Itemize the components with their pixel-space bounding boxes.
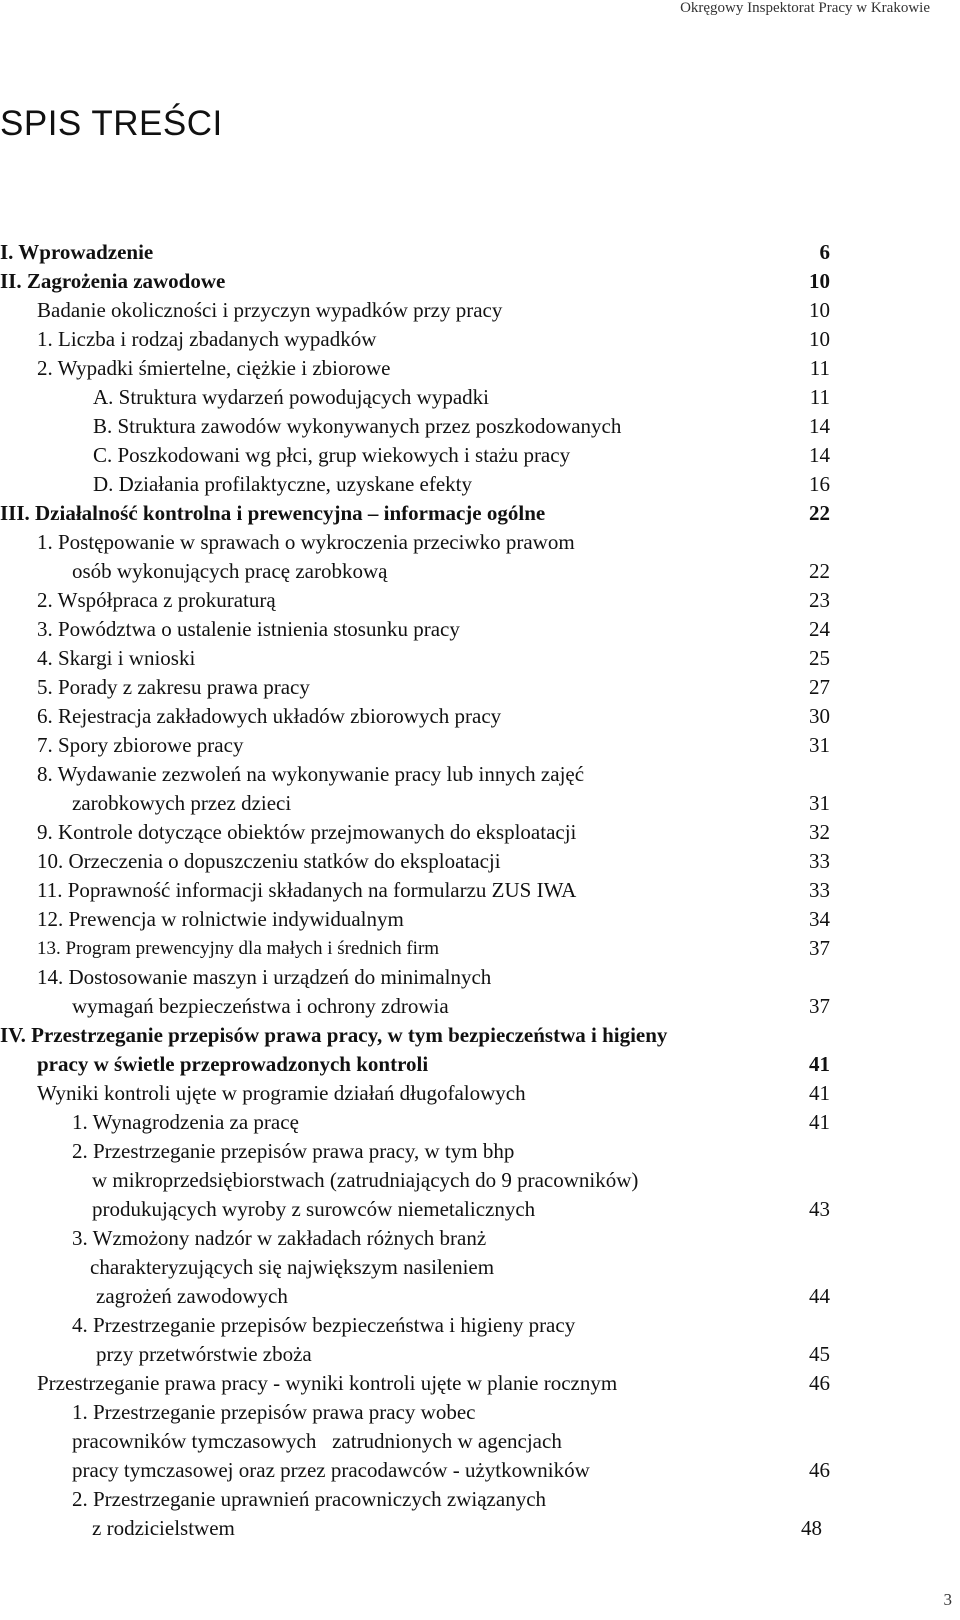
- toc-entry-page: 31: [809, 733, 830, 757]
- toc-entry-page: 41: [809, 1110, 830, 1134]
- toc-entry: [0, 702, 960, 731]
- toc-entry: [0, 1224, 960, 1253]
- toc-entry: [0, 1369, 960, 1398]
- toc-entry: [0, 1485, 960, 1514]
- toc-entry: [0, 905, 960, 934]
- toc-entry: [0, 1253, 960, 1282]
- toc-entry: [0, 325, 960, 354]
- toc-entry-label: I. Wprowadzenie: [0, 240, 154, 264]
- toc-entry: [0, 1050, 960, 1079]
- toc-entry-page: 10: [809, 269, 830, 293]
- toc-entry-page: 16: [809, 472, 830, 496]
- page-title: SPIS TREŚCI: [0, 104, 223, 143]
- toc-entry-label: Wyniki kontroli ujęte w programie działań długofalowych: [37, 1081, 526, 1105]
- toc-entry: [0, 876, 960, 905]
- toc-entry-page: 23: [809, 588, 830, 612]
- toc-entry: [0, 296, 960, 325]
- page-number: 3: [943, 1590, 952, 1609]
- toc-entry-label: 14. Dostosowanie maszyn i urządzeń do minimalnych: [37, 965, 492, 989]
- toc-entry: [0, 1166, 960, 1195]
- toc-entry-label: wymagań bezpieczeństwa i ochrony zdrowia: [72, 994, 449, 1018]
- toc-entry-page: 11: [809, 385, 830, 409]
- toc-entry-page: 37: [809, 936, 830, 960]
- toc-entry-label: zagrożeń zawodowych: [96, 1284, 288, 1308]
- toc-entry: [0, 499, 960, 528]
- toc-entry: [0, 818, 960, 847]
- toc-entry-label: 1. Przestrzeganie przepisów prawa pracy wobec: [72, 1400, 476, 1424]
- toc-entry: [0, 644, 960, 673]
- toc-entry-label: 12. Prewencja w rolnictwie indywidualnym: [37, 907, 404, 931]
- toc-entry-label: 4. Skargi i wnioski: [37, 646, 196, 670]
- toc-entry: [0, 1514, 960, 1543]
- toc-entry: [0, 789, 960, 818]
- toc-entry-label: 6. Rejestracja zakładowych układów zbiorowych pracy: [37, 704, 502, 728]
- toc-entry-label: 2. Współpraca z prokuraturą: [37, 588, 276, 612]
- toc-entry: [0, 1108, 960, 1137]
- toc-entry-page: 24: [809, 617, 830, 641]
- toc-entry-page: 33: [809, 849, 830, 873]
- toc-entry-label: Badanie okoliczności i przyczyn wypadków przy pracy: [37, 298, 503, 322]
- toc-entry: [0, 760, 960, 789]
- toc-entry: [0, 470, 960, 499]
- toc-entry-label: 1. Wynagrodzenia za pracę: [72, 1110, 299, 1134]
- running-header: Okręgowy Inspektorat Pracy w Krakowie: [680, 0, 930, 16]
- toc-entry-page: 27: [809, 675, 830, 699]
- toc-entry-page: 33: [809, 878, 830, 902]
- toc-entry: [0, 1340, 960, 1369]
- toc-entry-label: 3. Wzmożony nadzór w zakładach różnych branż: [72, 1226, 487, 1250]
- toc-entry-label: 2. Przestrzeganie uprawnień pracowniczych związanych: [72, 1487, 547, 1511]
- toc-entry-label: B. Struktura zawodów wykonywanych przez poszkodowanych: [93, 414, 622, 438]
- toc-entry-label: przy przetwórstwie zboża: [96, 1342, 312, 1366]
- toc-entry-page: 31: [809, 791, 830, 815]
- toc-entry: [0, 557, 960, 586]
- toc-entry-label: w mikroprzedsiębiorstwach (zatrudniających do 9 pracowników): [92, 1168, 639, 1192]
- toc-entry-label: 2. Przestrzeganie przepisów prawa pracy, w tym bhp: [72, 1139, 515, 1163]
- toc-entry: [0, 847, 960, 876]
- toc-entry-label: Przestrzeganie prawa pracy - wyniki kontroli ujęte w planie rocznym: [37, 1371, 618, 1395]
- toc-entry-label: 10. Orzeczenia o dopuszczeniu statków do eksploatacji: [37, 849, 501, 873]
- toc-entry-label: osób wykonujących pracę zarobkową: [72, 559, 388, 583]
- toc-entry-label: 2. Wypadki śmiertelne, ciężkie i zbiorowe: [37, 356, 391, 380]
- toc-entry-page: 46: [809, 1371, 830, 1395]
- toc-entry-page: 30: [809, 704, 830, 728]
- toc-entry: [0, 992, 960, 1021]
- toc-entry: [0, 963, 960, 992]
- toc-entry-page: 41: [809, 1081, 830, 1105]
- toc-entry: [0, 1021, 960, 1050]
- toc-entry: [0, 1195, 960, 1224]
- toc-entry-label: C. Poszkodowani wg płci, grup wiekowych i stażu pracy: [93, 443, 571, 467]
- toc-entry: [0, 1427, 960, 1456]
- toc-entry: [0, 673, 960, 702]
- toc-entry-label: III. Działalność kontrolna i prewencyjna – informacje ogólne: [0, 501, 546, 525]
- toc-entry: [0, 383, 960, 412]
- toc-entry-page: 48: [801, 1516, 822, 1540]
- toc-entry-page: 46: [809, 1458, 830, 1482]
- toc-entry-page: 43: [809, 1197, 830, 1221]
- toc-entry: [0, 1456, 960, 1485]
- toc-entry-label: 13. Program prewencyjny dla małych i średnich firm: [37, 938, 440, 959]
- toc-entry: [0, 934, 960, 963]
- toc-entry: [0, 1398, 960, 1427]
- toc-entry: [0, 441, 960, 470]
- toc-entry-label: pracy tymczasowej oraz przez pracodawców - użytkowników: [72, 1458, 590, 1482]
- toc-entry-label: 3. Powództwa o ustalenie istnienia stosunku pracy: [37, 617, 460, 641]
- toc-entry-page: 45: [809, 1342, 830, 1366]
- toc-entry-label: 11. Poprawność informacji składanych na formularzu ZUS IWA: [37, 878, 577, 902]
- toc-entry-page: 10: [809, 327, 830, 351]
- toc-entry-label: z rodzicielstwem: [92, 1516, 235, 1540]
- toc-entry-label: II. Zagrożenia zawodowe: [0, 269, 226, 293]
- toc-entry-label: 5. Porady z zakresu prawa pracy: [37, 675, 310, 699]
- toc-entry-page: 44: [809, 1284, 830, 1308]
- toc-entry: [0, 1311, 960, 1340]
- toc-entry: [0, 731, 960, 760]
- toc-entry: [0, 615, 960, 644]
- toc-entry: [0, 528, 960, 557]
- toc-entry: [0, 1079, 960, 1108]
- toc-entry-label: pracowników tymczasowych zatrudnionych w agencjach: [72, 1429, 562, 1453]
- toc-entry-page: 6: [819, 240, 830, 264]
- toc-entry-label: produkujących wyroby z surowców niemetalicznych: [92, 1197, 536, 1221]
- toc-entry: [0, 1282, 960, 1311]
- toc-entry-label: 4. Przestrzeganie przepisów bezpieczeństwa i higieny pracy: [72, 1313, 576, 1337]
- toc-entry-label: 8. Wydawanie zezwoleń na wykonywanie pracy lub innych zajęć: [37, 762, 585, 786]
- toc-entry-label: 9. Kontrole dotyczące obiektów przejmowanych do eksploatacji: [37, 820, 577, 844]
- toc-entry-page: 25: [809, 646, 830, 670]
- toc-entry-label: IV. Przestrzeganie przepisów prawa pracy, w tym bezpieczeństwa i higieny: [0, 1023, 668, 1047]
- toc-entry: [0, 412, 960, 441]
- toc-entry-page: 22: [809, 559, 830, 583]
- toc-entry-label: 1. Postępowanie w sprawach o wykroczenia przeciwko prawom: [37, 530, 575, 554]
- toc-entry-page: 10: [809, 298, 830, 322]
- toc-entry: [0, 354, 960, 383]
- toc-entry: [0, 586, 960, 615]
- toc-entry-page: 22: [809, 501, 830, 525]
- toc-entry-page: 41: [809, 1052, 830, 1076]
- toc-entry-label: 1. Liczba i rodzaj zbadanych wypadków: [37, 327, 377, 351]
- toc-entry-label: zarobkowych przez dzieci: [72, 791, 292, 815]
- toc-entry-label: D. Działania profilaktyczne, uzyskane efekty: [93, 472, 472, 496]
- toc-entry-page: 14: [809, 443, 830, 467]
- table-of-contents: [0, 238, 960, 1543]
- toc-entry-page: 32: [809, 820, 830, 844]
- toc-entry-label: charakteryzujących się największym nasileniem: [90, 1255, 495, 1279]
- toc-entry-label: 7. Spory zbiorowe pracy: [37, 733, 244, 757]
- toc-entry: [0, 238, 960, 267]
- toc-entry-page: 11: [809, 356, 830, 380]
- toc-entry: [0, 1137, 960, 1166]
- toc-entry-page: 34: [809, 907, 830, 931]
- toc-entry-label: pracy w świetle przeprowadzonych kontroli: [37, 1052, 429, 1076]
- toc-entry-page: 37: [809, 994, 830, 1018]
- toc-entry-label: A. Struktura wydarzeń powodujących wypadki: [93, 385, 489, 409]
- toc-entry-page: 14: [809, 414, 830, 438]
- toc-entry: [0, 267, 960, 296]
